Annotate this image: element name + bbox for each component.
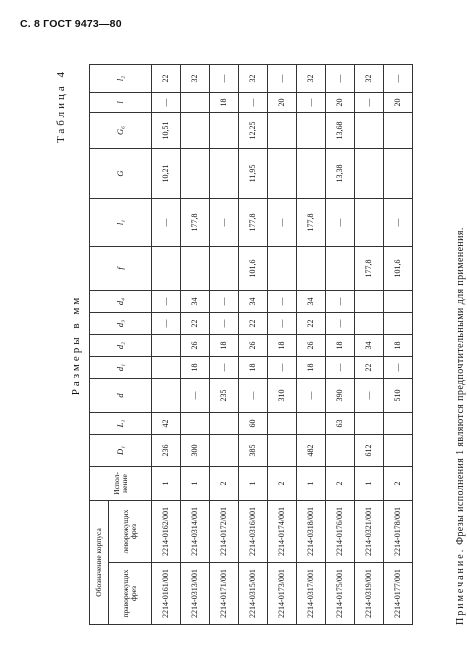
cell-l1: —	[268, 198, 297, 246]
cell-d1: 18	[181, 356, 210, 378]
header-l2: l₂	[90, 64, 152, 92]
cell-d4: —	[152, 290, 181, 312]
cell-G6	[181, 112, 210, 148]
cell-exec: 1	[152, 466, 181, 500]
cell-L1	[181, 412, 210, 434]
cell-D1: 482	[297, 434, 326, 466]
cell-d: 235	[210, 378, 239, 412]
footnote	[455, 227, 466, 625]
cell-l1: —	[326, 198, 355, 246]
cell-d3	[355, 312, 384, 334]
cell-d2: 18	[384, 334, 413, 356]
cell-l2: 32	[239, 64, 268, 92]
cell-exec: 1	[181, 466, 210, 500]
cell-left: 2214-0176/001	[326, 500, 355, 562]
cell-l1: 177,8	[297, 198, 326, 246]
cell-d1: —	[326, 356, 355, 378]
cell-d: 510	[384, 378, 413, 412]
cell-d: —	[239, 378, 268, 412]
cell-G: 11,95	[239, 148, 268, 198]
cell-d2: 26	[181, 334, 210, 356]
cell-G	[355, 148, 384, 198]
cell-l	[181, 92, 210, 112]
cell-f: 101,6	[239, 246, 268, 290]
cell-d2: 18	[210, 334, 239, 356]
header-l: l	[90, 92, 152, 112]
cell-left: 2214-0162/001	[152, 500, 181, 562]
cell-exec: 1	[239, 466, 268, 500]
cell-l2: 32	[355, 64, 384, 92]
cell-G6	[268, 112, 297, 148]
cell-right: 2214-0173/001	[268, 563, 297, 625]
cell-left: 2214-0174/001	[268, 500, 297, 562]
cell-D1	[210, 434, 239, 466]
cell-f	[297, 246, 326, 290]
table-row	[326, 64, 355, 624]
cell-l: —	[152, 92, 181, 112]
cell-f: 177,8	[355, 246, 384, 290]
rotated-table-block	[55, 65, 467, 625]
cell-l: 20	[384, 92, 413, 112]
header-d2: d₂	[90, 334, 152, 356]
header-D1: D₁	[90, 434, 152, 466]
cell-l: —	[355, 92, 384, 112]
cell-l: 20	[326, 92, 355, 112]
cell-exec: 1	[297, 466, 326, 500]
cell-G6: 13,68	[326, 112, 355, 148]
cell-G6	[297, 112, 326, 148]
cell-l2: 22	[152, 64, 181, 92]
cell-exec: 1	[355, 466, 384, 500]
header-group: Обозначение корпуса	[90, 500, 109, 624]
cell-d3: 22	[297, 312, 326, 334]
cell-G: 10,21	[152, 148, 181, 198]
footnote-lead: Примечание.	[455, 547, 466, 625]
header-G: G	[90, 148, 152, 198]
cell-D1: 612	[355, 434, 384, 466]
cell-l: —	[239, 92, 268, 112]
table-row	[181, 64, 210, 624]
cell-d2: 26	[297, 334, 326, 356]
cell-G6	[384, 112, 413, 148]
cell-d2: 34	[355, 334, 384, 356]
cell-l1	[355, 198, 384, 246]
cell-d3: —	[268, 312, 297, 334]
footnote-text: Фрезы исполнения 1 являются предпочтительными для применения.	[455, 227, 466, 545]
cell-L1: 60	[239, 412, 268, 434]
cell-d: 310	[268, 378, 297, 412]
cell-l1: —	[384, 198, 413, 246]
table-caption: Размеры в мм	[70, 294, 82, 396]
cell-l2: —	[384, 64, 413, 92]
cell-l2: 32	[297, 64, 326, 92]
header-l1: l₁	[90, 198, 152, 246]
cell-exec: 2	[384, 466, 413, 500]
cell-l2: —	[326, 64, 355, 92]
cell-D1: 300	[181, 434, 210, 466]
cell-d3: —	[326, 312, 355, 334]
cell-f	[181, 246, 210, 290]
table-row	[210, 64, 239, 624]
cell-d3: 22	[181, 312, 210, 334]
cell-l2: 32	[181, 64, 210, 92]
header-right: праворежущих фрез	[109, 563, 152, 625]
cell-l1: —	[210, 198, 239, 246]
cell-d4: 34	[239, 290, 268, 312]
cell-L1	[297, 412, 326, 434]
cell-d1: 18	[239, 356, 268, 378]
cell-L1	[210, 412, 239, 434]
cell-left: 2214-0178/001	[384, 500, 413, 562]
cell-G6	[210, 112, 239, 148]
cell-d4: —	[268, 290, 297, 312]
cell-f	[152, 246, 181, 290]
cell-d: 390	[326, 378, 355, 412]
cell-d: —	[297, 378, 326, 412]
cell-exec: 2	[326, 466, 355, 500]
cell-D1	[268, 434, 297, 466]
cell-d4: —	[326, 290, 355, 312]
cell-right: 2214-0171/001	[210, 563, 239, 625]
header-left: леворежущих фрез	[109, 500, 152, 562]
header-d3: d₃	[90, 312, 152, 334]
header-f: f	[90, 246, 152, 290]
cell-d3: —	[210, 312, 239, 334]
cell-d4: —	[210, 290, 239, 312]
cell-l1: 177,8	[181, 198, 210, 246]
header-d: d	[90, 378, 152, 412]
cell-d4	[384, 290, 413, 312]
table-row	[268, 64, 297, 624]
cell-f	[210, 246, 239, 290]
cell-D1	[384, 434, 413, 466]
cell-G	[384, 148, 413, 198]
cell-L1	[268, 412, 297, 434]
cell-G	[210, 148, 239, 198]
cell-G	[268, 148, 297, 198]
table-row	[384, 64, 413, 624]
page-header: С. 8 ГОСТ 9473—80	[20, 18, 122, 30]
cell-d3: 22	[239, 312, 268, 334]
cell-left: 2214-0316/001	[239, 500, 268, 562]
table-row	[297, 64, 326, 624]
cell-G6: 10,51	[152, 112, 181, 148]
cell-l: —	[297, 92, 326, 112]
cell-l2: —	[210, 64, 239, 92]
cell-d1: 18	[297, 356, 326, 378]
cell-d2: 18	[326, 334, 355, 356]
cell-left: 2214-0314/001	[181, 500, 210, 562]
cell-L1: 63	[326, 412, 355, 434]
cell-right: 2214-0313/001	[181, 563, 210, 625]
cell-l1: 177,8	[239, 198, 268, 246]
cell-G6	[355, 112, 384, 148]
cell-D1: 385	[239, 434, 268, 466]
cell-G6: 12,25	[239, 112, 268, 148]
cell-l: 20	[268, 92, 297, 112]
cell-L1	[384, 412, 413, 434]
cell-right: 2214-0319/001	[355, 563, 384, 625]
table-row	[152, 64, 181, 624]
cell-d1	[152, 356, 181, 378]
cell-exec: 2	[268, 466, 297, 500]
table-row	[239, 64, 268, 624]
cell-d1: —	[268, 356, 297, 378]
cell-G: 13,38	[326, 148, 355, 198]
header-L1: L₁	[90, 412, 152, 434]
cell-G	[181, 148, 210, 198]
cell-d: —	[355, 378, 384, 412]
cell-left: 2214-0321/001	[355, 500, 384, 562]
cell-d1: —	[210, 356, 239, 378]
cell-left: 2214-0318/001	[297, 500, 326, 562]
header-d1: d₁	[90, 356, 152, 378]
cell-l2: —	[268, 64, 297, 92]
cell-right: 2214-0177/001	[384, 563, 413, 625]
table-label: Таблица 4	[55, 69, 67, 144]
cell-d4: 34	[297, 290, 326, 312]
cell-right: 2214-0317/001	[297, 563, 326, 625]
cell-d1: 22	[355, 356, 384, 378]
cell-left: 2214-0172/001	[210, 500, 239, 562]
header-exec: Испол-нение	[90, 466, 152, 500]
cell-exec: 2	[210, 466, 239, 500]
cell-d: —	[181, 378, 210, 412]
cell-d2: 18	[268, 334, 297, 356]
table-row	[355, 64, 384, 624]
cell-l: 18	[210, 92, 239, 112]
cell-f: 101,6	[384, 246, 413, 290]
cell-d2	[152, 334, 181, 356]
cell-d	[152, 378, 181, 412]
cell-D1: 236	[152, 434, 181, 466]
cell-l1: —	[152, 198, 181, 246]
header-d4: d₄	[90, 290, 152, 312]
dimensions-table	[89, 64, 413, 625]
cell-d3: —	[152, 312, 181, 334]
cell-d4	[355, 290, 384, 312]
cell-right: 2214-0315/001	[239, 563, 268, 625]
cell-L1	[355, 412, 384, 434]
cell-d2: 26	[239, 334, 268, 356]
cell-L1: 42	[152, 412, 181, 434]
cell-D1	[326, 434, 355, 466]
cell-d3	[384, 312, 413, 334]
cell-f	[268, 246, 297, 290]
cell-right: 2214-0161/001	[152, 563, 181, 625]
cell-G	[297, 148, 326, 198]
cell-f	[326, 246, 355, 290]
header-G6: G₆	[90, 112, 152, 148]
cell-d4: 34	[181, 290, 210, 312]
cell-d1: —	[384, 356, 413, 378]
cell-right: 2214-0175/001	[326, 563, 355, 625]
